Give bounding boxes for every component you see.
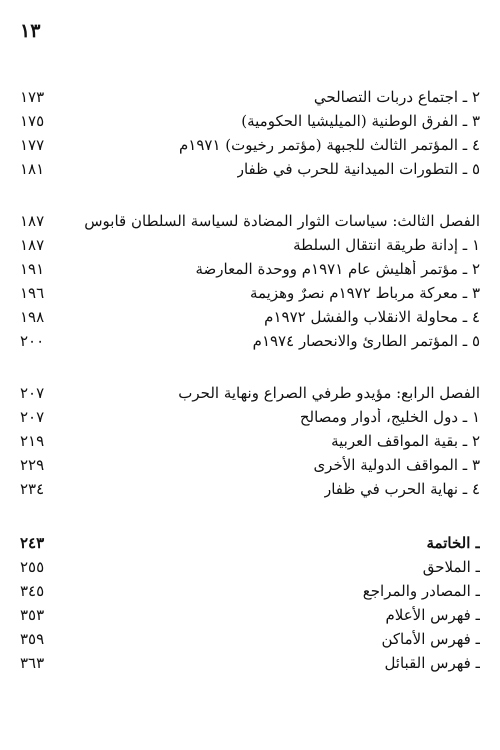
toc-entry-title: ٥ ـ المؤتمر الطارئ والانحصار ١٩٧٤م <box>252 332 480 350</box>
toc-entry <box>20 210 480 232</box>
toc-page-number: ٢٠٠ <box>20 332 45 350</box>
toc-page-number: ٣٥٣ <box>20 606 45 624</box>
toc-entry <box>20 234 480 256</box>
toc-page-number: ٣٦٣ <box>20 654 45 672</box>
toc-entry-title: ٥ ـ التطورات الميدانية للحرب في ظفار <box>236 160 480 178</box>
toc-page-number: ٢٢٩ <box>20 456 45 474</box>
toc-entry-title: الفصل الرابع: مؤيدو طرفي الصراع ونهاية الحرب <box>178 384 480 402</box>
toc-page-number: ١٨١ <box>20 160 45 178</box>
toc-page-number: ١٩١ <box>20 260 45 278</box>
toc-entry <box>20 158 480 180</box>
toc-page-number: ٣٥٩ <box>20 630 45 648</box>
toc-page-number: ٢٠٧ <box>20 408 45 426</box>
toc-page-number: ٢٥٥ <box>20 558 45 576</box>
toc-entry-title: ٣ ـ الفرق الوطنية (الميليشيا الحكومية) <box>241 112 480 130</box>
toc-entry <box>20 134 480 156</box>
toc-entry-title: ـ فهرس القبائل <box>384 654 480 672</box>
toc-page-number: ٢٤٣ <box>20 534 45 552</box>
toc-page-number: ٢٣٤ <box>20 480 45 498</box>
toc-page-number: ١٧٣ <box>20 88 45 106</box>
toc-entry <box>20 580 480 602</box>
toc-entry <box>20 628 480 650</box>
toc-page-number: ١٩٨ <box>20 308 45 326</box>
toc-page-number: ١٧٧ <box>20 136 45 154</box>
toc-page-number: ١٩٦ <box>20 284 45 302</box>
toc-entry <box>20 556 480 578</box>
toc-entry <box>20 282 480 304</box>
toc-entry-title: ٤ ـ نهاية الحرب في ظفار <box>323 480 480 498</box>
toc-entry <box>20 306 480 328</box>
toc-entry-title: ٢ ـ بقية المواقف العربية <box>331 432 480 450</box>
toc-entry <box>20 604 480 626</box>
page-number: ١٣ <box>20 20 41 42</box>
toc-entry-title: الفصل الثالث: سياسات الثوار المضادة لسياسة السلطان قابوس <box>84 212 480 230</box>
toc-entry-title: ـ المصادر والمراجع <box>362 582 480 600</box>
toc-entry <box>20 532 480 554</box>
toc-page-number: ٢٠٧ <box>20 384 45 402</box>
toc-entry-title: ٤ ـ المؤتمر الثالث للجبهة (مؤتمر رخيوت) ١٩٧١م <box>178 136 480 154</box>
toc-entry-title: ـ فهرس الأعلام <box>385 606 480 624</box>
toc-entry <box>20 430 480 452</box>
toc-entry-title: ٤ ـ محاولة الانقلاب والفشل ١٩٧٢م <box>264 308 480 326</box>
toc-entry <box>20 258 480 280</box>
toc-entry-title: ٢ ـ اجتماع دربات التصالحي <box>313 88 480 106</box>
toc-entry <box>20 652 480 674</box>
toc-entry <box>20 406 480 428</box>
toc-entry <box>20 382 480 404</box>
toc-entry <box>20 454 480 476</box>
toc-entry-title: ٢ ـ مؤتمر أهليش عام ١٩٧١م ووحدة المعارضة <box>195 260 480 278</box>
toc-entry <box>20 110 480 132</box>
toc-entry-title: ١ ـ دول الخليج، أدوار ومصالح <box>299 408 480 426</box>
toc-entry-title: ٣ ـ معركة مرباط ١٩٧٢م نصرٌ وهزيمة <box>249 284 480 302</box>
toc-page-number: ١٨٧ <box>20 212 45 230</box>
toc-entry-title: ـ الملاحق <box>422 558 480 576</box>
toc-page-number: ١٨٧ <box>20 236 45 254</box>
toc-entry-title: ١ ـ إدانة طريقة انتقال السلطة <box>293 236 480 254</box>
toc-entry-title: ـ فهرس الأماكن <box>381 630 480 648</box>
toc-entry <box>20 478 480 500</box>
toc-page-number: ١٧٥ <box>20 112 45 130</box>
toc-page-number: ٣٤٥ <box>20 582 45 600</box>
toc-entry <box>20 330 480 352</box>
toc-entry <box>20 86 480 108</box>
toc-page-number: ٢١٩ <box>20 432 45 450</box>
toc-entry-title: ٣ ـ المواقف الدولية الأخرى <box>313 456 480 474</box>
toc-entry-title: ـ الخاتمة <box>426 534 480 552</box>
